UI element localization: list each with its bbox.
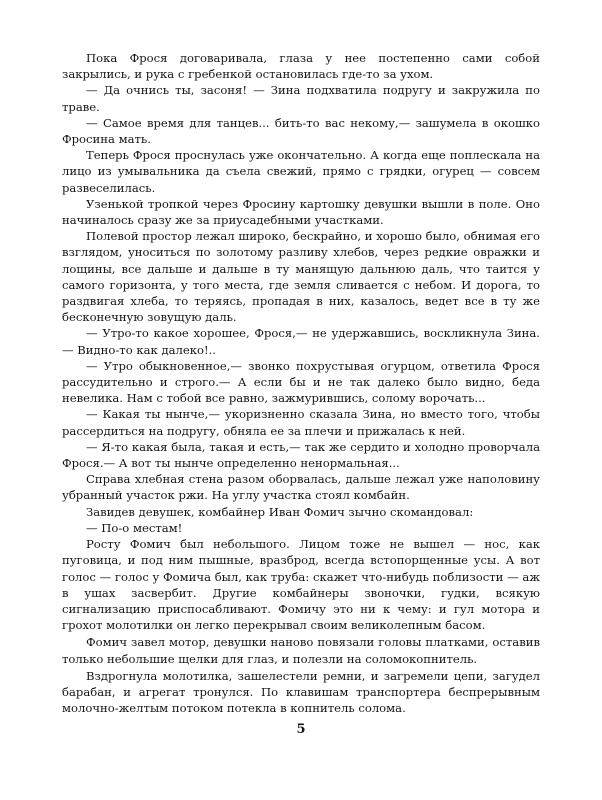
paragraph: Росту Фомич был небольшого. Лицом тоже не вышел — нос, как пуговица, и под ним пышные, вразброд, всегда встопорщенные усы. А вот голос — голос у Фомича был, как труба: скажет что-нибудь поблизости — аж в ушах засвербит. Другие комбайнеры звоночки, гудки, всякую сигнализацию приспосабливают. Фомичу это ни к чему: и гул мотора и грохот молотилки он легко перекрывал своим великолепным басом. <box>62 537 540 633</box>
paragraph: — Да очнись ты, засоня! — Зина подхватила подругу и закружила по траве. <box>62 83 540 114</box>
paragraph: Узенькой тропкой через Фросину картошку девушки вышли в поле. Оно начиналось сразу же за приусадебными участками. <box>62 196 540 228</box>
paragraph: Вздрогнула молотилка, зашелестели ремни, и загремели цепи, загудел барабан, и агрегат тронулся. По клавишам транспортера беспрерывным молочно-желтым потоком потекла в копнитель солома. <box>62 668 540 716</box>
paragraph: — Самое время для танцев... бить-то вас некому,— зашумела в окошко Фросина мать. <box>62 115 540 147</box>
paragraph: Фомич завел мотор, девушки наново повязали головы платками, оставив только небольшие щелки для глаз, и полезли на соломокопнитель. <box>62 635 540 666</box>
paragraph: Завидев девушек, комбайнер Иван Фомич зычно скомандовал: <box>86 504 474 519</box>
paragraph: Пока Фрося договаривала, глаза у нее постепенно сами собой закрылись, и рука с гребенкой остановилась где-то за ухом. <box>62 51 540 82</box>
paragraph: — Я-то какая была, такая и есть,— так же сердито и холодно проворчала Фрося.— А вот ты нынче определенно ненормальная... <box>62 439 540 471</box>
document-page <box>62 50 540 716</box>
paragraph: Полевой простор лежал широко, бескрайно, и хорошо было, обнимая его взглядом, уноситься по золотому разливу хлебов, через редкие овражки и лощины, все дальше и дальше в ту манящую дальнюю даль, что таится у самого горизонта, у того места, где земля сливается с небом. И дорога, то раздвигая хлеба, то теряясь, пропадая в них, казалось, ведет все в ту же бесконечную зовущую даль. <box>62 229 540 325</box>
paragraph: — Какая ты нынче,— укоризненно сказала Зина, но вместо того, чтобы рассердиться на подругу, обняла ее за плечи и прижалась к ней. <box>62 407 540 438</box>
paragraph: Теперь Фрося проснулась уже окончательно. А когда еще поплескала на лицо из умывальника да съела свежий, прямо с грядки, огурец — совсем развеселилась. <box>62 148 540 195</box>
paragraph: — По-о местам! <box>86 520 183 535</box>
paragraph: — Утро-то какое хорошее, Фрося,— не удержавшись, воскликнула Зина.— Видно-то как далеко!.. <box>62 326 540 357</box>
paragraph: Справа хлебная стена разом оборвалась, дальше лежал уже наполовину убранный участок ржи. На углу участка стоял комбайн. <box>62 472 540 503</box>
paragraph: — Утро обыкновенное,— звонко похрустывая огурцом, ответила Фрося рассудительно и строго.— А если бы и не так далеко было видно, беда невелика. Нам с тобой все равно, зажмурившись, солому ворочать... <box>62 358 540 406</box>
page-number: 5 <box>296 722 306 737</box>
